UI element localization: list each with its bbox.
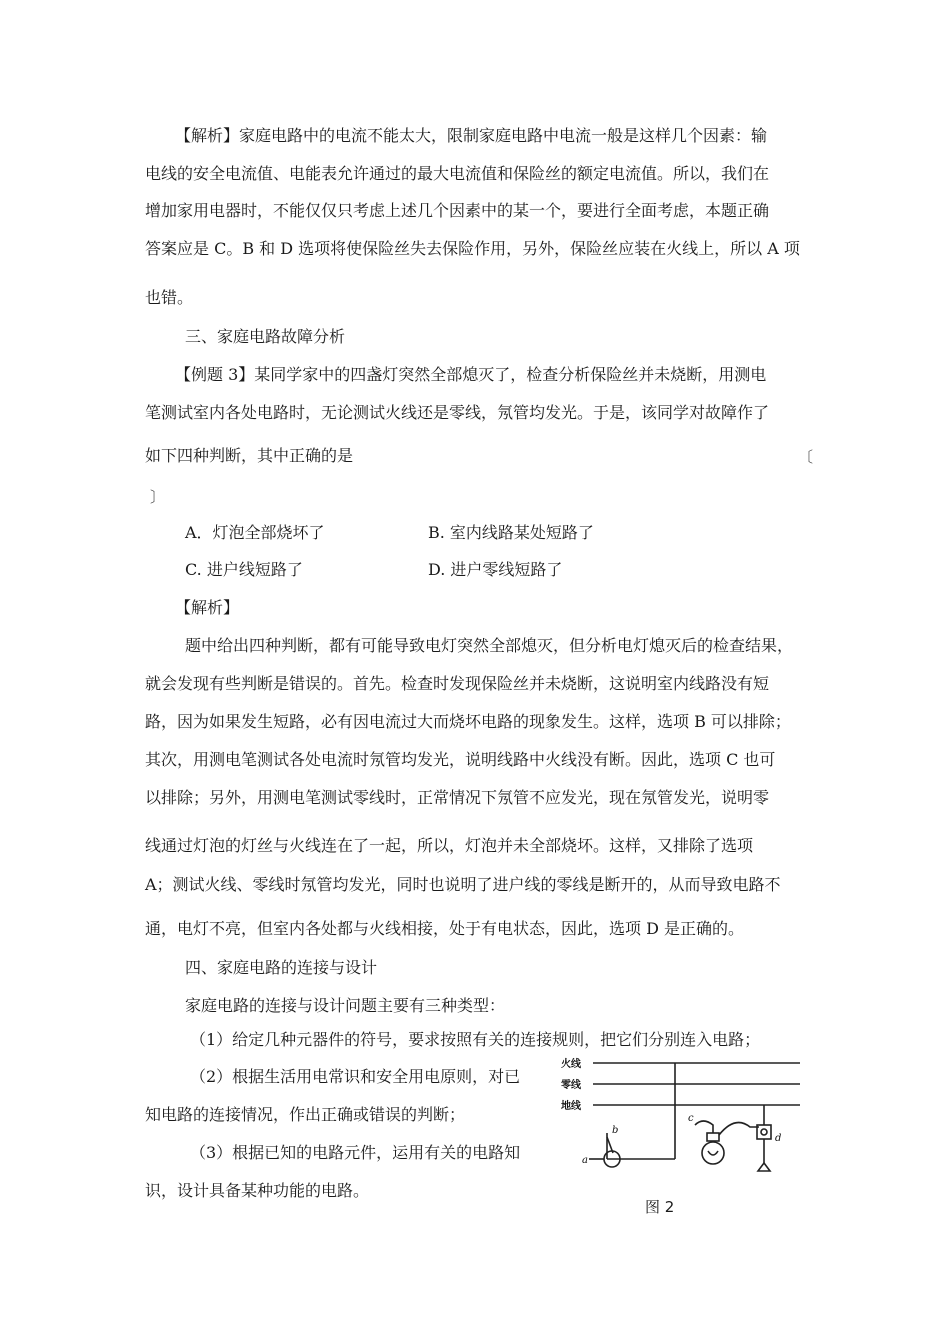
switch-box	[757, 1125, 771, 1139]
option-d: D. 进户零线短路了	[428, 560, 563, 579]
component-label-c: c	[688, 1113, 694, 1124]
answer-bracket-open: 〔	[798, 448, 814, 466]
analysis-line-3: 路，因为如果发生短路，必有因电流过大而烧坏电路的现象发生。这样，选项 B 可以排除；	[145, 712, 791, 731]
analysis-line-4: 其次，用测电笔测试各处电流时氖管均发光，说明线路中火线没有断。因此，选项 C 也可	[145, 750, 776, 769]
analysis-line-8: 通，电灯不亮，但室内各处都与火线相接，处于有电状态，因此，选项 D 是正确的。	[145, 919, 745, 938]
section4-item3-line-1: （3）根据已知的电路元件，运用有关的电路知	[190, 1143, 521, 1162]
circuit-diagram	[545, 1055, 805, 1215]
section4-title: 四、家庭电路的连接与设计	[185, 958, 378, 977]
option-a: A．灯泡全部烧坏了	[185, 523, 325, 542]
section4-intro: 家庭电路的连接与设计问题主要有三种类型：	[185, 996, 506, 1015]
paragraph1-line-3: 增加家用电器时，不能仅仅只考虑上述几个因素中的某一个，要进行全面考虑，本题正确	[145, 201, 770, 220]
analysis-line-2: 就会发现有些判断是错误的。首先。检查时发现保险丝并未烧断，这说明室内线路没有短	[145, 674, 770, 693]
lamp-holder	[707, 1133, 719, 1141]
answer-bracket-close: 〕	[150, 488, 166, 506]
section4-item1: （1）给定几种元器件的符号，要求按照有关的连接规则，把它们分别连入电路；	[190, 1030, 761, 1049]
wire-label-neutral: 零线	[561, 1080, 581, 1091]
ground-symbol	[758, 1163, 770, 1171]
analysis-line-1: 题中给出四种判断，都有可能导致电灯突然全部熄灭，但分析电灯熄灭后的检查结果，	[185, 636, 794, 655]
analysis-line-5: 以排除；另外，用测电笔测试零线时，正常情况下氖管不应发光，现在氖管发光，说明零	[145, 788, 770, 807]
circuit-diagram-svg	[545, 1055, 805, 1215]
wire-label-earth: 地线	[561, 1101, 581, 1112]
component-label-a: a	[582, 1155, 588, 1166]
section4-item3-line-2: 识，设计具备某种功能的电路。	[145, 1181, 370, 1200]
paragraph1-line-5: 也错。	[145, 288, 194, 307]
lamp-bulb-icon	[702, 1142, 724, 1164]
paragraph1-line-2: 电线的安全电流值、电能表允许通过的最大电流值和保险丝的额定电流值。所以，我们在	[145, 164, 770, 183]
example3-line-2: 笔测试室内各处电路时，无论测试火线还是零线，氖管均发光。于是，该同学对故障作了	[145, 403, 770, 422]
paragraph1-line-4: 答案应是 C。B 和 D 选项将使保险丝失去保险作用，另外，保险丝应装在火线上，所以 A 项	[145, 239, 800, 258]
option-b: B. 室内线路某处短路了	[428, 523, 594, 542]
wire-label-live: 火线	[561, 1059, 581, 1070]
section4-item2-line-1: （2）根据生活用电常识和安全用电原则，对已	[190, 1067, 521, 1086]
option-c: C. 进户线短路了	[185, 560, 303, 579]
example3-line-3: 如下四种判断，其中正确的是	[145, 446, 354, 465]
section3-title: 三、家庭电路故障分析	[185, 327, 346, 346]
component-label-d: d	[775, 1133, 782, 1144]
example3-line-1: 【例题 3】某同学家中的四盏灯突然全部熄灭了，检查分析保险丝并未烧断，用测电	[175, 365, 767, 384]
analysis-line-6: 线通过灯泡的灯丝与火线连在了一起，所以，灯泡并未全部烧坏。这样，又排除了选项	[145, 836, 754, 855]
analysis-label: 【解析】	[175, 598, 240, 617]
analysis-line-7: A；测试火线、零线时氖管均发光，同时也说明了进户线的零线是断开的，从而导致电路不	[145, 875, 781, 894]
section4-item2-line-2: 知电路的连接情况，作出正确或错误的判断；	[145, 1105, 466, 1124]
component-label-b: b	[612, 1125, 619, 1136]
paragraph1-line-1: 【解析】家庭电路中的电流不能太大，限制家庭电路中电流一般是这样几个因素：输	[175, 126, 768, 145]
figure-caption: 图 2	[645, 1198, 675, 1216]
